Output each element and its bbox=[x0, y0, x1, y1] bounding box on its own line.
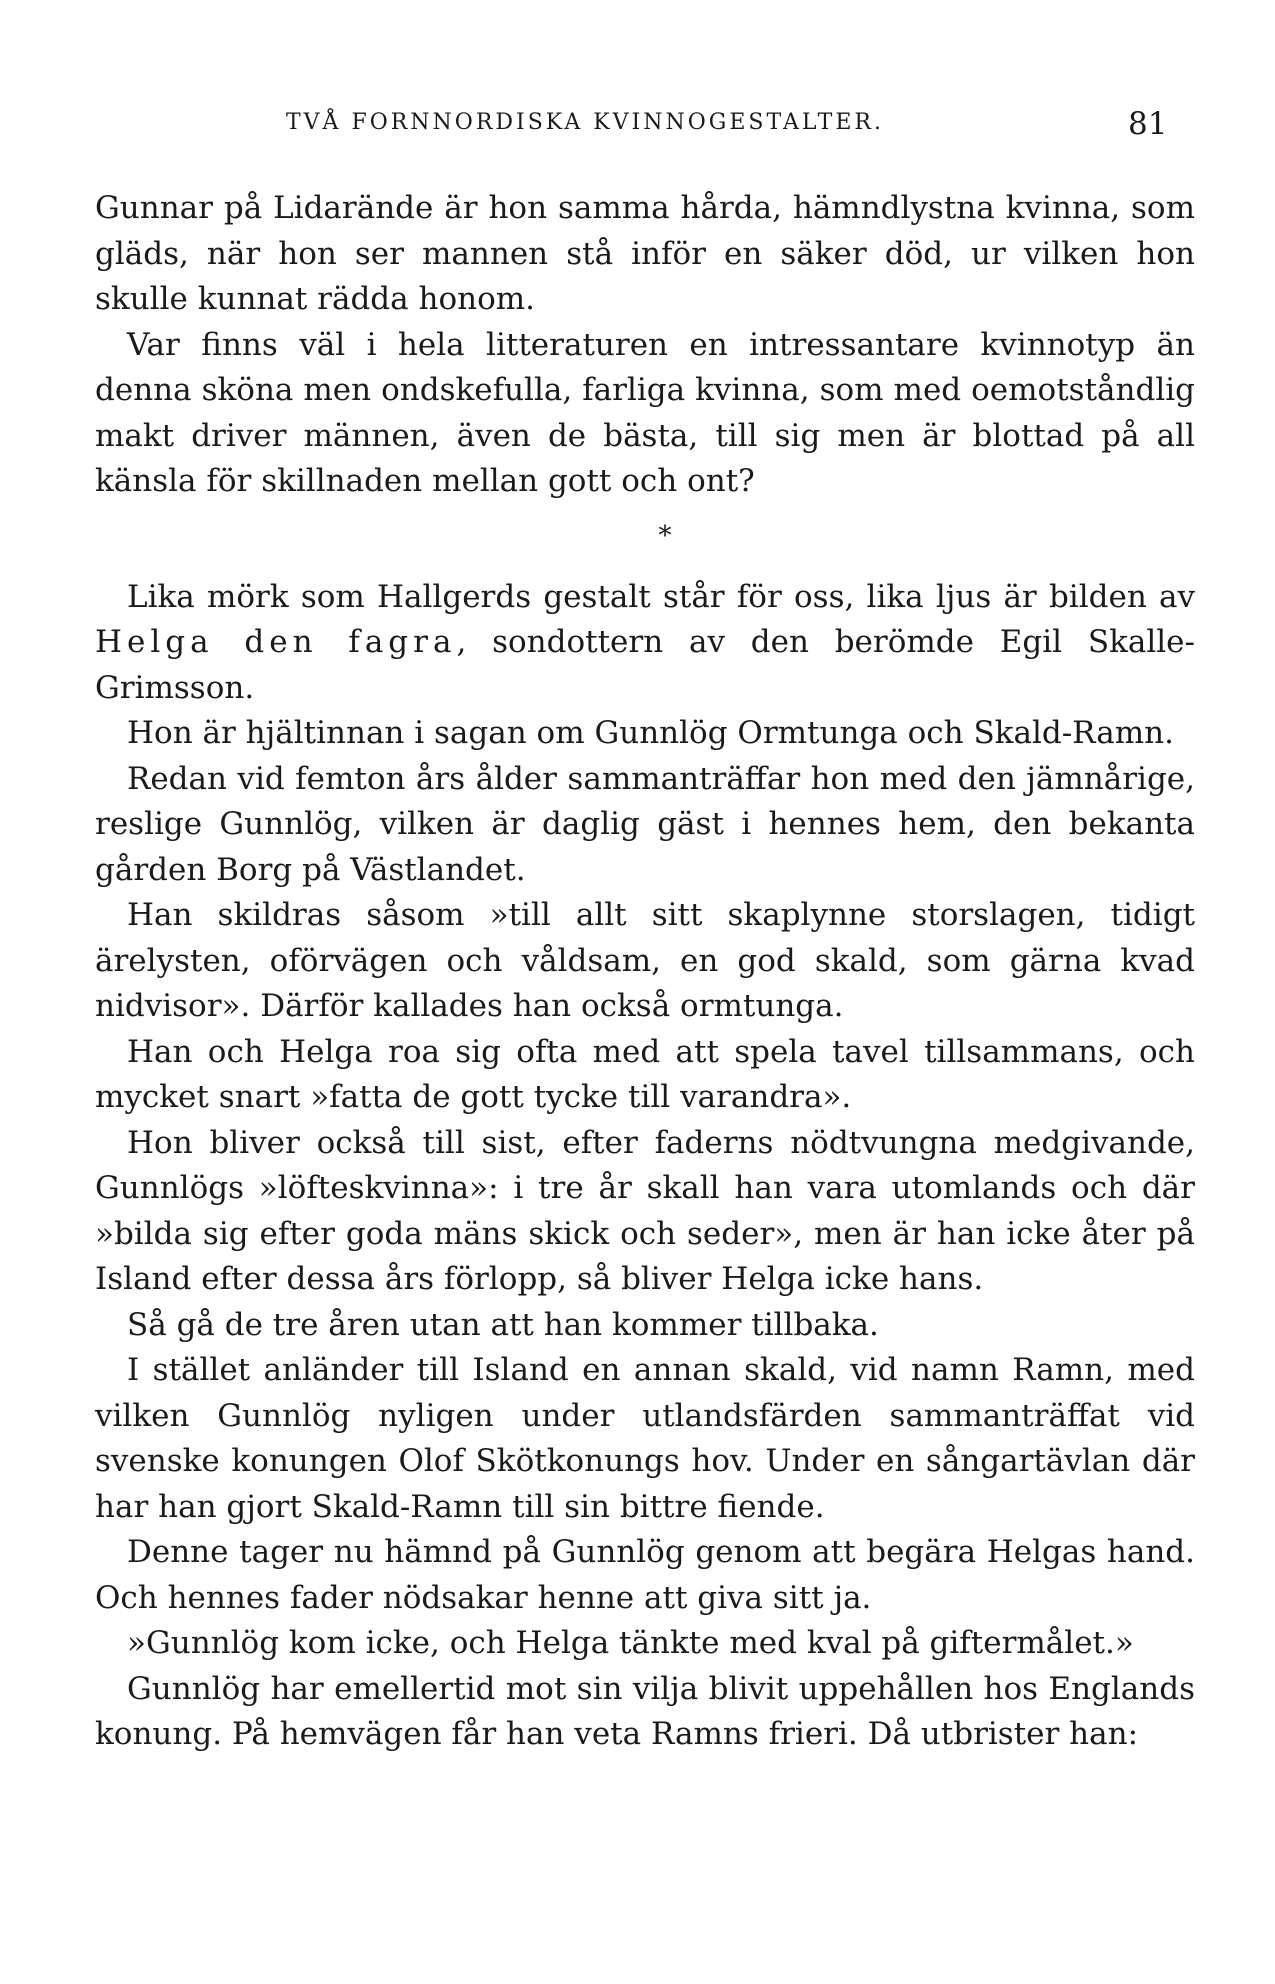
spaced-name: Helga den fagra bbox=[95, 624, 457, 660]
paragraph: Hon är hjältinnan i sagan om Gunnlög Ormtunga och Skald-Ramn. bbox=[127, 715, 1174, 751]
paragraph: Denne tager nu hämnd på Gunnlög genom att begära Helgas hand. Och hennes fader nödsakar henne att giva sitt ja. bbox=[95, 1534, 1195, 1616]
paragraph: Så gå de tre åren utan att han kommer tillbaka. bbox=[127, 1306, 879, 1343]
body-text bbox=[95, 186, 1195, 1758]
paragraph-helga bbox=[95, 575, 1195, 712]
paragraph-text: , sondottern av den berömde Egil Skalle-Grimsson. bbox=[95, 624, 1195, 706]
paragraph: »Gunnlög kom icke, och Helga tänkte med kval på giftermålet.» bbox=[127, 1625, 1134, 1661]
paragraph: Han och Helga roa sig ofta med att spela tavel tillsammans, och mycket snart »fatta de gott tycke till varandra». bbox=[95, 1033, 1195, 1115]
paragraph-text: Lika mörk som Hallgerds gestalt står för oss, lika ljus är bilden av bbox=[127, 578, 1195, 615]
page-number: 81 bbox=[1128, 106, 1168, 142]
paragraph: Gunnlög har emellertid mot sin vilja blivit uppehållen hos Englands konung. På hemvägen får han veta Ramns frieri. Då utbrister han: bbox=[95, 1670, 1195, 1752]
paragraph: Han skildras såsom »till allt sitt skaplynne storslagen, tidigt ärelysten, oförvägen och våldsam, en god skald, som gärna kvad nidvisor». Därför kallades han också ormtunga. bbox=[95, 897, 1195, 1024]
paragraph: Var finns väl i hela litteraturen en intressantare kvinnotyp än denna sköna men ondskefulla, farliga kvinna, som med oemotståndlig makt driver männen, även de bästa, till sig men är blottad på all känsla för skillnaden mellan gott och ont? bbox=[95, 326, 1195, 499]
paragraph: I stället anländer till Island en annan skald, vid namn Ramn, med vilken Gunnlög nyligen under utlandsfärden sammanträffat vid svenske konungen Olof Skötkonungs hov. Under en sångartävlan där har han gjort Skald-Ramn till sin bittre fiende. bbox=[95, 1352, 1195, 1525]
paragraph: Redan vid femton års ålder sammanträffar hon med den jämnårige, reslige Gunnlög, vilken är daglig gäst i hennes hem, den bekanta gården Borg på Västlandet. bbox=[95, 760, 1195, 888]
section-break-asterisk: * bbox=[658, 520, 672, 551]
paragraph: Hon bliver också till sist, efter faderns nödtvungna medgivande, Gunnlögs »löfteskvinna»: i tre år skall han vara utomlands och där »bilda sig efter goda mäns skick och seder», men är han icke åter på Island efter dessa års förlopp, så bliver Helga icke hans. bbox=[95, 1124, 1195, 1297]
running-title: TVÅ FORNNORDISKA KVINNOGESTALTER. bbox=[286, 110, 884, 135]
paragraph: Gunnar på Lidarände är hon samma hårda, hämndlystna kvinna, som gläds, när hon ser mannen stå inför en säker död, ur vilken hon skulle kunnat rädda honom. bbox=[95, 190, 1195, 317]
